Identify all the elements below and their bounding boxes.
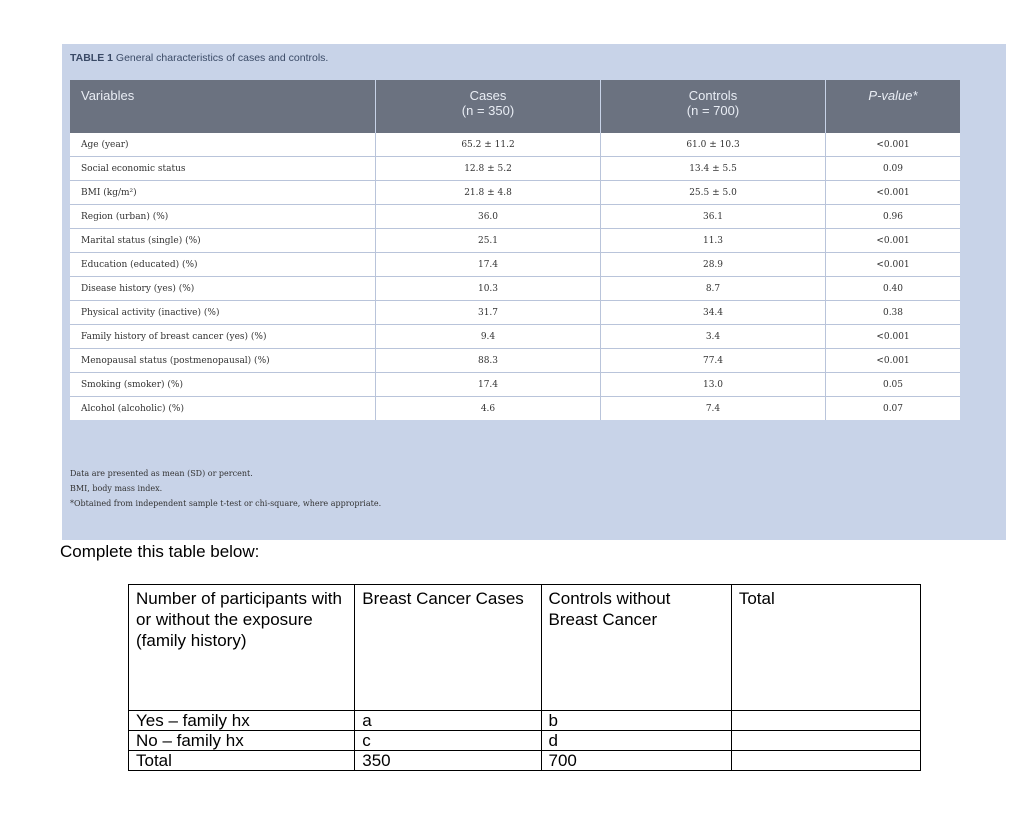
controls-cell: 3.4 (601, 325, 826, 349)
table-caption-label: TABLE 1 (70, 52, 113, 64)
table-row (70, 157, 960, 181)
variable-cell: BMI (kg/m²) (70, 181, 376, 205)
exercise-row-total (129, 751, 921, 771)
header-cases: Cases (n = 350) (376, 80, 601, 133)
cases-cell: 25.1 (376, 229, 601, 253)
table-row (70, 253, 960, 277)
footnote: *Obtained from independent sample t-test or chi-square, where appropriate. (70, 499, 382, 508)
header-pvalue: P-value* (826, 80, 961, 133)
exercise-cell-total-no[interactable] (731, 731, 920, 751)
characteristics-table (70, 80, 960, 420)
pvalue-cell: <0.001 (826, 229, 961, 253)
cases-cell: 17.4 (376, 253, 601, 277)
controls-cell: 77.4 (601, 349, 826, 373)
variable-cell: Physical activity (inactive) (%) (70, 301, 376, 325)
table-caption-text: General characteristics of cases and controls. (115, 52, 329, 64)
controls-cell: 13.0 (601, 373, 826, 397)
footnote: BMI, body mass index. (70, 484, 163, 493)
controls-cell: 7.4 (601, 397, 826, 421)
exercise-cell-d[interactable]: d (541, 731, 731, 751)
exercise-row-yes (129, 711, 921, 731)
header-row (70, 80, 960, 133)
controls-cell: 11.3 (601, 229, 826, 253)
cases-cell: 9.4 (376, 325, 601, 349)
exercise-table (128, 584, 921, 771)
cases-cell: 31.7 (376, 301, 601, 325)
pvalue-cell: 0.40 (826, 277, 961, 301)
pvalue-cell: 0.05 (826, 373, 961, 397)
table-row (70, 229, 960, 253)
variable-cell: Menopausal status (postmenopausal) (%) (70, 349, 376, 373)
exercise-header-total: Total (731, 585, 920, 711)
exercise-cell-a[interactable]: a (355, 711, 541, 731)
table-row (70, 277, 960, 301)
footnote: Data are presented as mean (SD) or percent. (70, 469, 253, 478)
controls-cell: 8.7 (601, 277, 826, 301)
table-row (70, 205, 960, 229)
exercise-header-cases: Breast Cancer Cases (355, 585, 541, 711)
controls-cell: 34.4 (601, 301, 826, 325)
table-row (70, 373, 960, 397)
exercise-cell-total-controls[interactable]: 700 (541, 751, 731, 771)
header-variables: Variables (70, 80, 376, 133)
exercise-row-label: No – family hx (129, 731, 355, 751)
variable-cell: Education (educated) (%) (70, 253, 376, 277)
variable-cell: Disease history (yes) (%) (70, 277, 376, 301)
table-row (70, 181, 960, 205)
exercise-header-exposure: Number of participants with or without the exposure (family history) (129, 585, 355, 711)
article-table-panel (62, 44, 1006, 540)
pvalue-cell: 0.96 (826, 205, 961, 229)
pvalue-cell: <0.001 (826, 325, 961, 349)
table-row (70, 325, 960, 349)
pvalue-cell: 0.07 (826, 397, 961, 421)
header-controls: Controls (n = 700) (601, 80, 826, 133)
variable-cell: Region (urban) (%) (70, 205, 376, 229)
table-row (70, 301, 960, 325)
exercise-cell-grand-total[interactable] (731, 751, 920, 771)
variable-cell: Alcohol (alcoholic) (%) (70, 397, 376, 421)
exercise-cell-total-cases[interactable]: 350 (355, 751, 541, 771)
exercise-row-label: Total (129, 751, 355, 771)
pvalue-cell: 0.09 (826, 157, 961, 181)
exercise-header-controls: Controls without Breast Cancer (541, 585, 731, 711)
cases-cell: 65.2 ± 11.2 (376, 133, 601, 157)
variable-cell: Social economic status (70, 157, 376, 181)
table-footnotes (70, 466, 381, 511)
table-row (70, 397, 960, 421)
controls-cell: 25.5 ± 5.0 (601, 181, 826, 205)
controls-cell: 61.0 ± 10.3 (601, 133, 826, 157)
variable-cell: Family history of breast cancer (yes) (%) (70, 325, 376, 349)
controls-cell: 13.4 ± 5.5 (601, 157, 826, 181)
exercise-row-label: Yes – family hx (129, 711, 355, 731)
variable-cell: Smoking (smoker) (%) (70, 373, 376, 397)
cases-cell: 21.8 ± 4.8 (376, 181, 601, 205)
cases-cell: 12.8 ± 5.2 (376, 157, 601, 181)
exercise-cell-c[interactable]: c (355, 731, 541, 751)
cases-cell: 88.3 (376, 349, 601, 373)
variable-cell: Marital status (single) (%) (70, 229, 376, 253)
cases-cell: 4.6 (376, 397, 601, 421)
pvalue-cell: <0.001 (826, 181, 961, 205)
table-row (70, 133, 960, 157)
table-row (70, 349, 960, 373)
pvalue-cell: 0.38 (826, 301, 961, 325)
pvalue-cell: <0.001 (876, 139, 910, 150)
cases-cell: 17.4 (376, 373, 601, 397)
variable-cell: Age (year) (70, 133, 376, 157)
controls-cell: 36.1 (601, 205, 826, 229)
exercise-cell-b[interactable]: b (541, 711, 731, 731)
cases-cell: 10.3 (376, 277, 601, 301)
pvalue-cell: <0.001 (826, 349, 961, 373)
cases-cell: 36.0 (376, 205, 601, 229)
pvalue-cell: <0.001 (826, 253, 961, 277)
exercise-header-row (129, 585, 921, 711)
exercise-cell-total-yes[interactable] (731, 711, 920, 731)
table-caption (70, 52, 328, 64)
controls-cell: 28.9 (601, 253, 826, 277)
instruction-text: Complete this table below: (60, 542, 260, 561)
exercise-row-no (129, 731, 921, 751)
